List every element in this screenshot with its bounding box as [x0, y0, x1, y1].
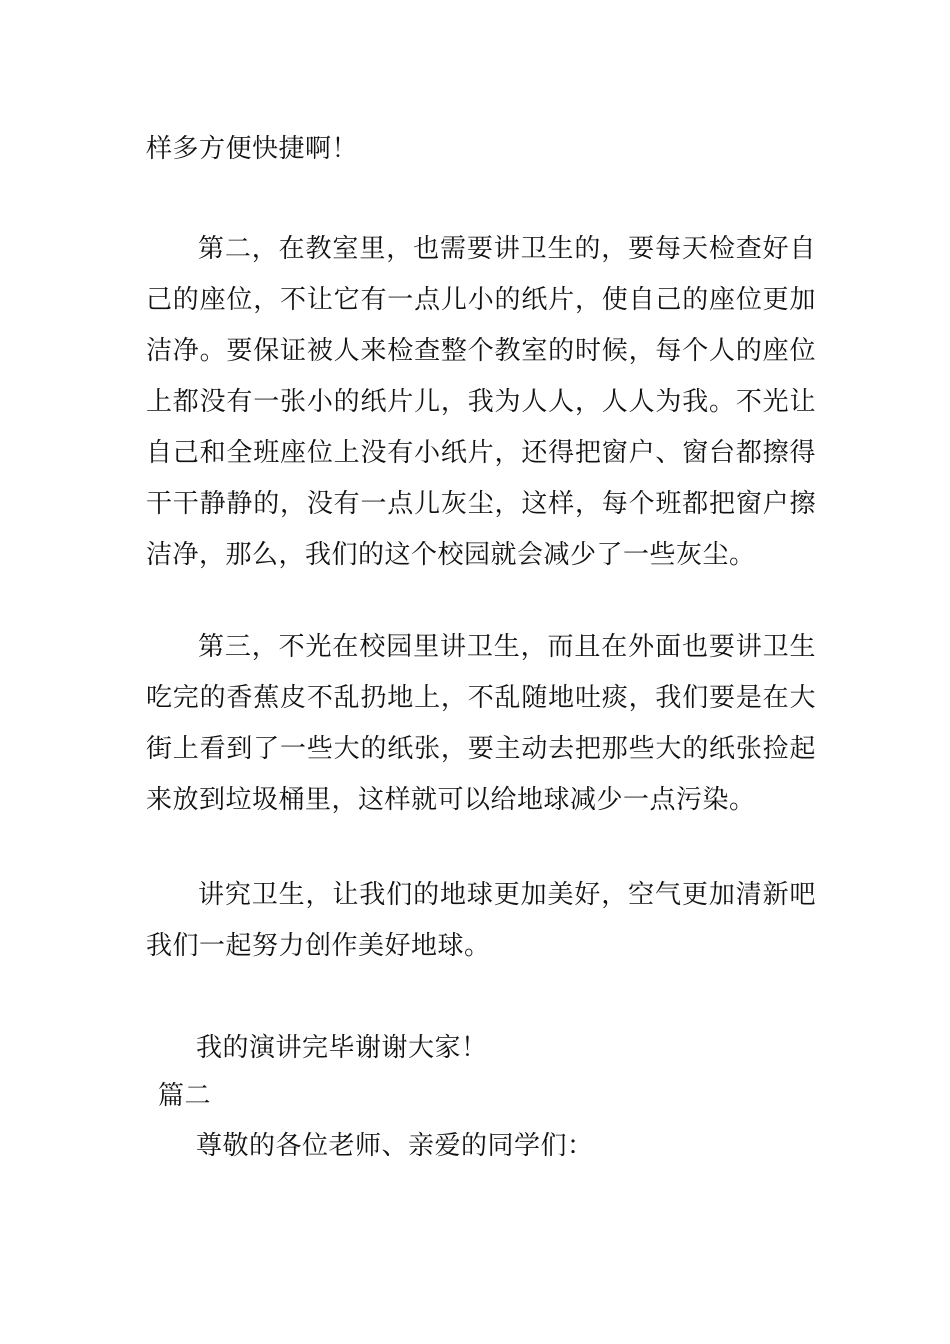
continuation-paragraph: 样多方便快捷啊！ [146, 134, 359, 164]
closing-line: 我的演讲完毕谢谢大家！ [196, 1033, 488, 1063]
paragraph-conclusion: 讲究卫生，让我们的地球更加美好，空气更加清新吧我们一起努力创作美好地球。 [146, 880, 816, 961]
section-title: 篇二 [158, 1081, 212, 1111]
paragraph-second-point: 第二，在教室里，也需要讲卫生的，要每天检查好自己的座位，不让它有一点儿小的纸片，使自己的座位更加洁净。要保证被人来检查整个教室的时候，每个人的座位上都没有一张小的纸片儿，我为人人，人人为我。不光让自己和全班座位上没有小纸片，还得把窗户、窗台都擦得干干静静的，没有一点儿灰尘，这样，每个班都把窗户擦洁净，那么，我们的这个校园就会减少了一些灰尘。 [146, 234, 816, 570]
greeting-line: 尊敬的各位老师、亲爱的同学们： [196, 1131, 594, 1161]
paragraph-third-point: 第三，不光在校园里讲卫生，而且在外面也要讲卫生吃完的香蕉皮不乱扔地上，不乱随地吐痰，我们要是在大街上看到了一些大的纸张，要主动去把那些大的纸张捡起来放到垃圾桶里，这样就可以给地球减少一点污染。 [146, 632, 816, 815]
